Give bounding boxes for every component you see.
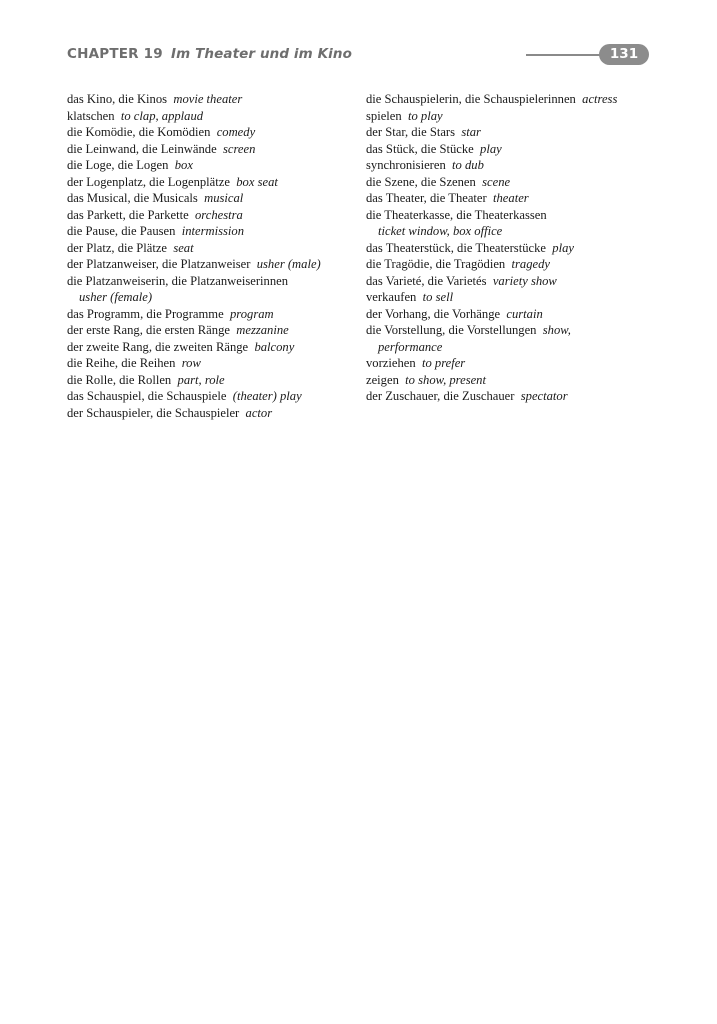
german-term: das Varieté, die Varietés [366, 273, 487, 288]
german-term: das Programm, die Programme [67, 306, 224, 321]
page-header [67, 44, 649, 66]
german-term: der Star, die Stars [366, 125, 456, 139]
english-gloss: tragedy [511, 257, 551, 271]
chapter-label: CHAPTER 19 [67, 46, 163, 62]
german-term: der zweite Rang, die zweiten Ränge [67, 339, 249, 354]
english-gloss: box seat [236, 174, 278, 189]
german-term: die Pause, die Pausen [67, 224, 176, 238]
german-term: der Platz, die Plätze [67, 240, 168, 255]
header-rule [526, 54, 606, 56]
vocab-entry [366, 108, 666, 125]
german-term: der erste Rang, die ersten Ränge [67, 323, 230, 337]
english-gloss: to play [407, 108, 443, 123]
vocab-entry [366, 289, 666, 306]
english-gloss: part, role [177, 372, 225, 387]
vocab-entry [366, 372, 666, 389]
german-term: vorziehen [366, 356, 416, 370]
english-gloss: play [552, 240, 574, 255]
english-gloss: comedy [216, 125, 256, 139]
english-gloss: orchestra [195, 207, 243, 222]
english-gloss: actress [582, 92, 618, 106]
german-term: die Reihe, die Reihen [67, 356, 176, 370]
german-term: zeigen [366, 372, 399, 387]
english-gloss: play [480, 141, 502, 156]
vocab-entry [67, 306, 362, 323]
vocab-entry [366, 355, 666, 372]
german-term: die Schauspielerin, die Schauspielerinnen [366, 92, 576, 106]
vocabulary-column-left [67, 91, 362, 421]
english-gloss-continued: performance [378, 339, 443, 354]
vocab-entry [67, 256, 362, 273]
vocab-entry [366, 141, 666, 158]
chapter-title: Im Theater und im Kino [171, 46, 352, 62]
english-gloss: balcony [254, 339, 295, 354]
vocab-entry [366, 91, 666, 108]
vocab-entry [67, 355, 362, 372]
page-number-badge: 131 [599, 44, 649, 65]
vocab-entry [67, 91, 362, 108]
vocab-entry [366, 207, 666, 224]
vocab-entry [67, 190, 362, 207]
german-term: die Leinwand, die Leinwände [67, 141, 217, 156]
german-term: der Schauspieler, die Schauspieler [67, 405, 240, 420]
german-term: die Theaterkasse, die Theaterkassen [366, 207, 547, 222]
english-gloss: intermission [181, 224, 245, 238]
english-gloss: (theater) play [232, 389, 302, 403]
german-term: das Theaterstück, die Theaterstücke [366, 240, 546, 255]
german-term: der Logenplatz, die Logenplätze [67, 174, 230, 189]
vocab-entry [366, 273, 666, 290]
vocab-entry [67, 240, 362, 257]
english-gloss: musical [204, 191, 244, 205]
german-term: verkaufen [366, 290, 417, 304]
vocab-entry [67, 124, 362, 141]
english-gloss-continued: usher (female) [79, 290, 153, 304]
vocab-entry [67, 141, 362, 158]
vocab-entry [67, 372, 362, 389]
english-gloss: spectator [520, 389, 568, 403]
german-term: das Parkett, die Parkette [67, 207, 189, 222]
english-gloss: star [461, 125, 481, 139]
english-gloss: to prefer [421, 356, 466, 370]
german-term: die Loge, die Logen [67, 158, 169, 172]
vocab-entry [366, 322, 666, 339]
vocab-entry [67, 174, 362, 191]
english-gloss: show, [542, 323, 571, 337]
english-gloss: theater [493, 191, 529, 205]
german-term: das Theater, die Theater [366, 191, 487, 205]
english-gloss: box [174, 158, 193, 172]
vocab-entry [67, 157, 362, 174]
vocab-entry [366, 174, 666, 191]
german-term: synchronisieren [366, 158, 446, 172]
english-gloss: movie theater [173, 92, 243, 106]
german-term: klatschen [67, 108, 115, 123]
vocab-entry [67, 388, 362, 405]
german-term: die Platzanweiserin, die Platzanweiserinnen [67, 273, 289, 288]
vocabulary-column-right [366, 91, 666, 405]
english-gloss: to clap, applaud [120, 108, 204, 123]
english-gloss: row [181, 356, 201, 370]
vocab-entry [366, 306, 666, 323]
german-term: der Platzanweiser, die Platzanweiser [67, 257, 251, 271]
german-term: die Vorstellung, die Vorstellungen [366, 323, 537, 337]
german-term: das Stück, die Stücke [366, 141, 474, 156]
german-term: die Szene, die Szenen [366, 174, 476, 189]
vocab-entry [67, 273, 362, 290]
vocab-entry [366, 190, 666, 207]
english-gloss: to show, present [405, 372, 486, 387]
german-term: die Tragödie, die Tragödien [366, 257, 506, 271]
german-term: das Musical, die Musicals [67, 191, 198, 205]
vocab-entry [366, 124, 666, 141]
vocab-entry [67, 207, 362, 224]
vocab-entry [67, 339, 362, 356]
vocab-entry [67, 223, 362, 240]
vocab-entry [67, 322, 362, 339]
vocab-entry [67, 405, 362, 422]
english-gloss: scene [482, 174, 511, 189]
german-term: die Rolle, die Rollen [67, 372, 172, 387]
english-gloss: seat [173, 240, 194, 255]
english-gloss: program [230, 306, 274, 321]
english-gloss: mezzanine [236, 323, 289, 337]
english-gloss: curtain [506, 306, 543, 321]
vocab-entry [67, 108, 362, 125]
english-gloss-continued: ticket window, box office [378, 224, 503, 238]
vocab-entry [366, 240, 666, 257]
english-gloss: usher (male) [256, 257, 321, 271]
english-gloss: to sell [422, 290, 454, 304]
german-term: die Komödie, die Komödien [67, 125, 211, 139]
english-gloss: variety show [492, 273, 557, 288]
english-gloss: to dub [452, 158, 484, 172]
german-term: der Zuschauer, die Zuschauer [366, 389, 515, 403]
vocab-entry [366, 388, 666, 405]
vocab-entry [366, 157, 666, 174]
vocab-entry [366, 256, 666, 273]
german-term: das Kino, die Kinos [67, 92, 168, 106]
german-term: der Vorhang, die Vorhänge [366, 306, 501, 321]
german-term: das Schauspiel, die Schauspiele [67, 389, 227, 403]
english-gloss: actor [245, 405, 273, 420]
english-gloss: screen [222, 141, 256, 156]
german-term: spielen [366, 108, 402, 123]
